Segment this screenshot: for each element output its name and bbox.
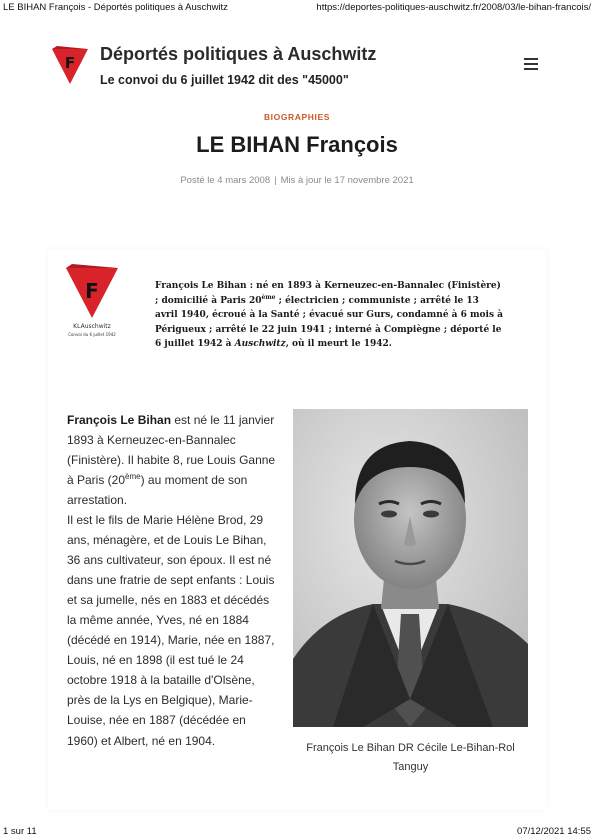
print-header (3, 2, 591, 13)
print-datetime: 07/12/2021 14:55 (517, 826, 591, 837)
biography-summary: François Le Bihan : né en 1893 à Kerneuzec-en-Bannalec (Finistère) ; domicilié à Paris 20ème ; électricien ; communiste ; arrêté le 13 avril 1940, écroué à la Santé ; évacué sur Gurs, condamné à 6 mois à Périgueux ; arrêté le 22 juin 1941 ; interné à Compiègne ; déporté le 6 juillet 1942 à Auschwitz, où il meurt le 1942. (155, 281, 504, 350)
svg-text:F: F (64, 54, 76, 72)
category-link[interactable]: BIOGRAPHIES (263, 112, 331, 122)
svg-text:F: F (85, 279, 99, 303)
posted-date: Posté le 4 mars 2008 (180, 175, 271, 186)
biography-paragraph-1: François Le Bihan est né le 11 janvier 1893 à Kerneuzec-en-Bannalec (Finistère). Il habite 8, rue Louis Ganne à Paris (20ème) au moment de son arrestation. (67, 413, 276, 508)
meta-separator: | (274, 175, 277, 186)
biography-paragraph-2: Il est le fils de Marie Hélène Brod, 29 ans, ménagère, et de Louis Le Bihan, 36 ans cultivateur, son époux. Il est né dans une fratrie de sept enfants : Louis et sa jumelle, nés en 1883 et décédés la même année, Yves, né en 1884 (décédé en 1914), Marie, née en 1887, Louis, né en 1898 (il est tué le 24 octobre 1918 à la bataille d'Olsène, près de la Lys en Belgique), Marie-Louise, née en 1887 (décédée en 1960) et Albert, né en 1904. (67, 513, 275, 748)
print-page-title: LE BIHAN François - Déportés politiques à Auschwitz (3, 2, 228, 13)
post-meta (0, 175, 594, 186)
convoy-logo-text: KLAuschwitz (73, 323, 111, 330)
print-footer (3, 826, 591, 837)
page-title: LE BIHAN François (196, 132, 398, 157)
biography-text (67, 410, 279, 751)
print-page-number: 1 sur 11 (3, 826, 37, 837)
portrait-photo[interactable] (293, 409, 528, 727)
red-triangle-f-logo-icon[interactable] (52, 46, 88, 86)
convoy-logo-image (62, 262, 122, 342)
photo-caption: François Le Bihan DR Cécile Le-Bihan-Rol Tanguy (306, 742, 515, 774)
site-title[interactable]: Déportés politiques à Auschwitz (100, 44, 377, 64)
hamburger-menu-icon[interactable] (524, 58, 538, 70)
updated-date: Mis à jour le 17 novembre 2021 (280, 175, 414, 186)
site-tagline: Le convoi du 6 juillet 1942 dit des "45000" (100, 73, 349, 87)
person-name: François Le Bihan (67, 413, 172, 427)
print-url: https://deportes-politiques-auschwitz.fr/2008/03/le-bihan-francois/ (316, 2, 591, 13)
site-header (52, 44, 552, 94)
convoy-logo-subtext: Convoi du 6 juillet 1942 (68, 332, 116, 337)
